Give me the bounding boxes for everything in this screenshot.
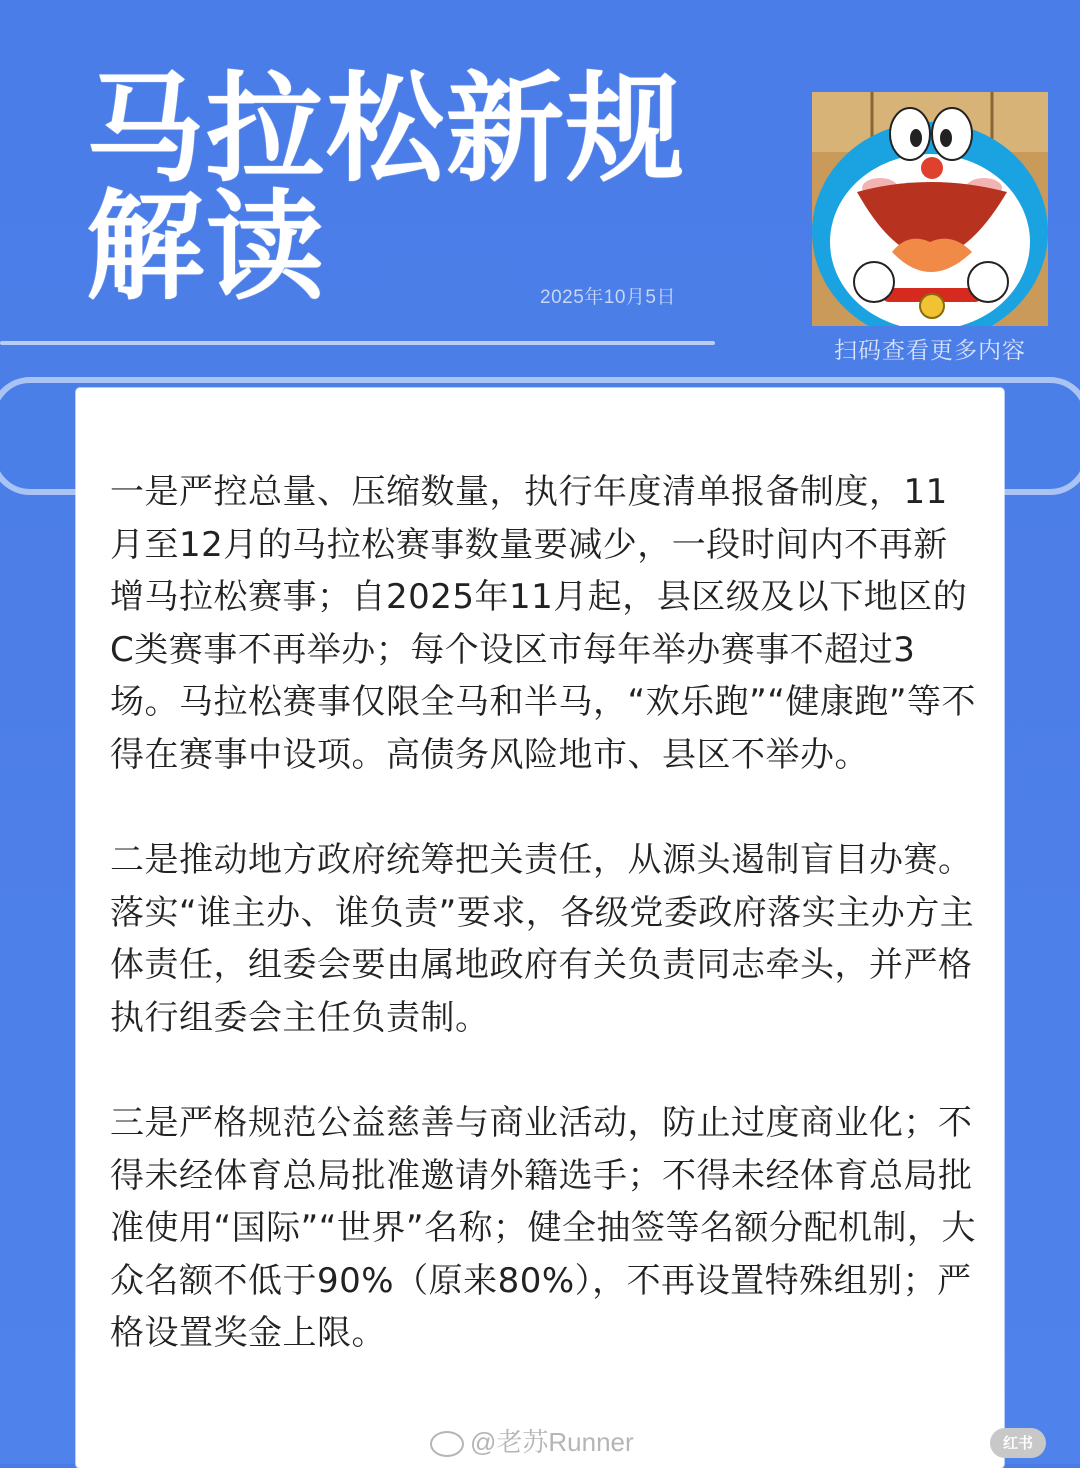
date-label: 2025年10月5日 [540, 287, 676, 308]
content-card [76, 388, 1004, 1468]
paragraph-3: 三是严格规范公益慈善与商业活动，防止过度商业化；不得未经体育总局批准邀请外籍选手；不得未经体育总局批准使用“国际”“世界”名称；健全抽签等名额分配机制，大众名额不低于90%（原来80%），不再设置特殊组别；严格设置奖金上限。 [110, 1103, 976, 1353]
watermark-text: @老苏Runner [470, 1427, 634, 1457]
paragraph-1: 一是严控总量、压缩数量，执行年度清单报备制度，11月至12月的马拉松赛事数量要减少，一段时间内不再新增马拉松赛事；自2025年11月起，县区级及以下地区的C类赛事不再举办；每个设区市每年举办赛事不超过3场。马拉松赛事仅限全马和半马，“欢乐跑”“健康跑”等不得在赛事中设项。高债务风险地市、县区不举办。 [110, 472, 976, 775]
content-body [110, 466, 980, 1413]
watermark [430, 1422, 634, 1459]
title-line-2: 解读 [86, 178, 327, 316]
qr-caption: 扫码查看更多内容 [834, 338, 1026, 364]
page-title [86, 60, 806, 316]
doraemon-illustration [812, 92, 1048, 326]
header-divider [0, 341, 715, 345]
corner-badge: 红书 [990, 1428, 1046, 1458]
paragraph-2: 二是推动地方政府统筹把关责任，从源头遏制盲目办赛。落实“谁主办、谁负责”要求，各级党委政府落实主办方主体责任，组委会要由属地政府有关负责同志牵头，并严格执行组委会主任负责制。 [110, 840, 975, 1038]
title-line-1: 马拉松新规 [86, 60, 687, 198]
doraemon-image[interactable] [812, 92, 1048, 326]
weibo-icon [430, 1431, 464, 1457]
